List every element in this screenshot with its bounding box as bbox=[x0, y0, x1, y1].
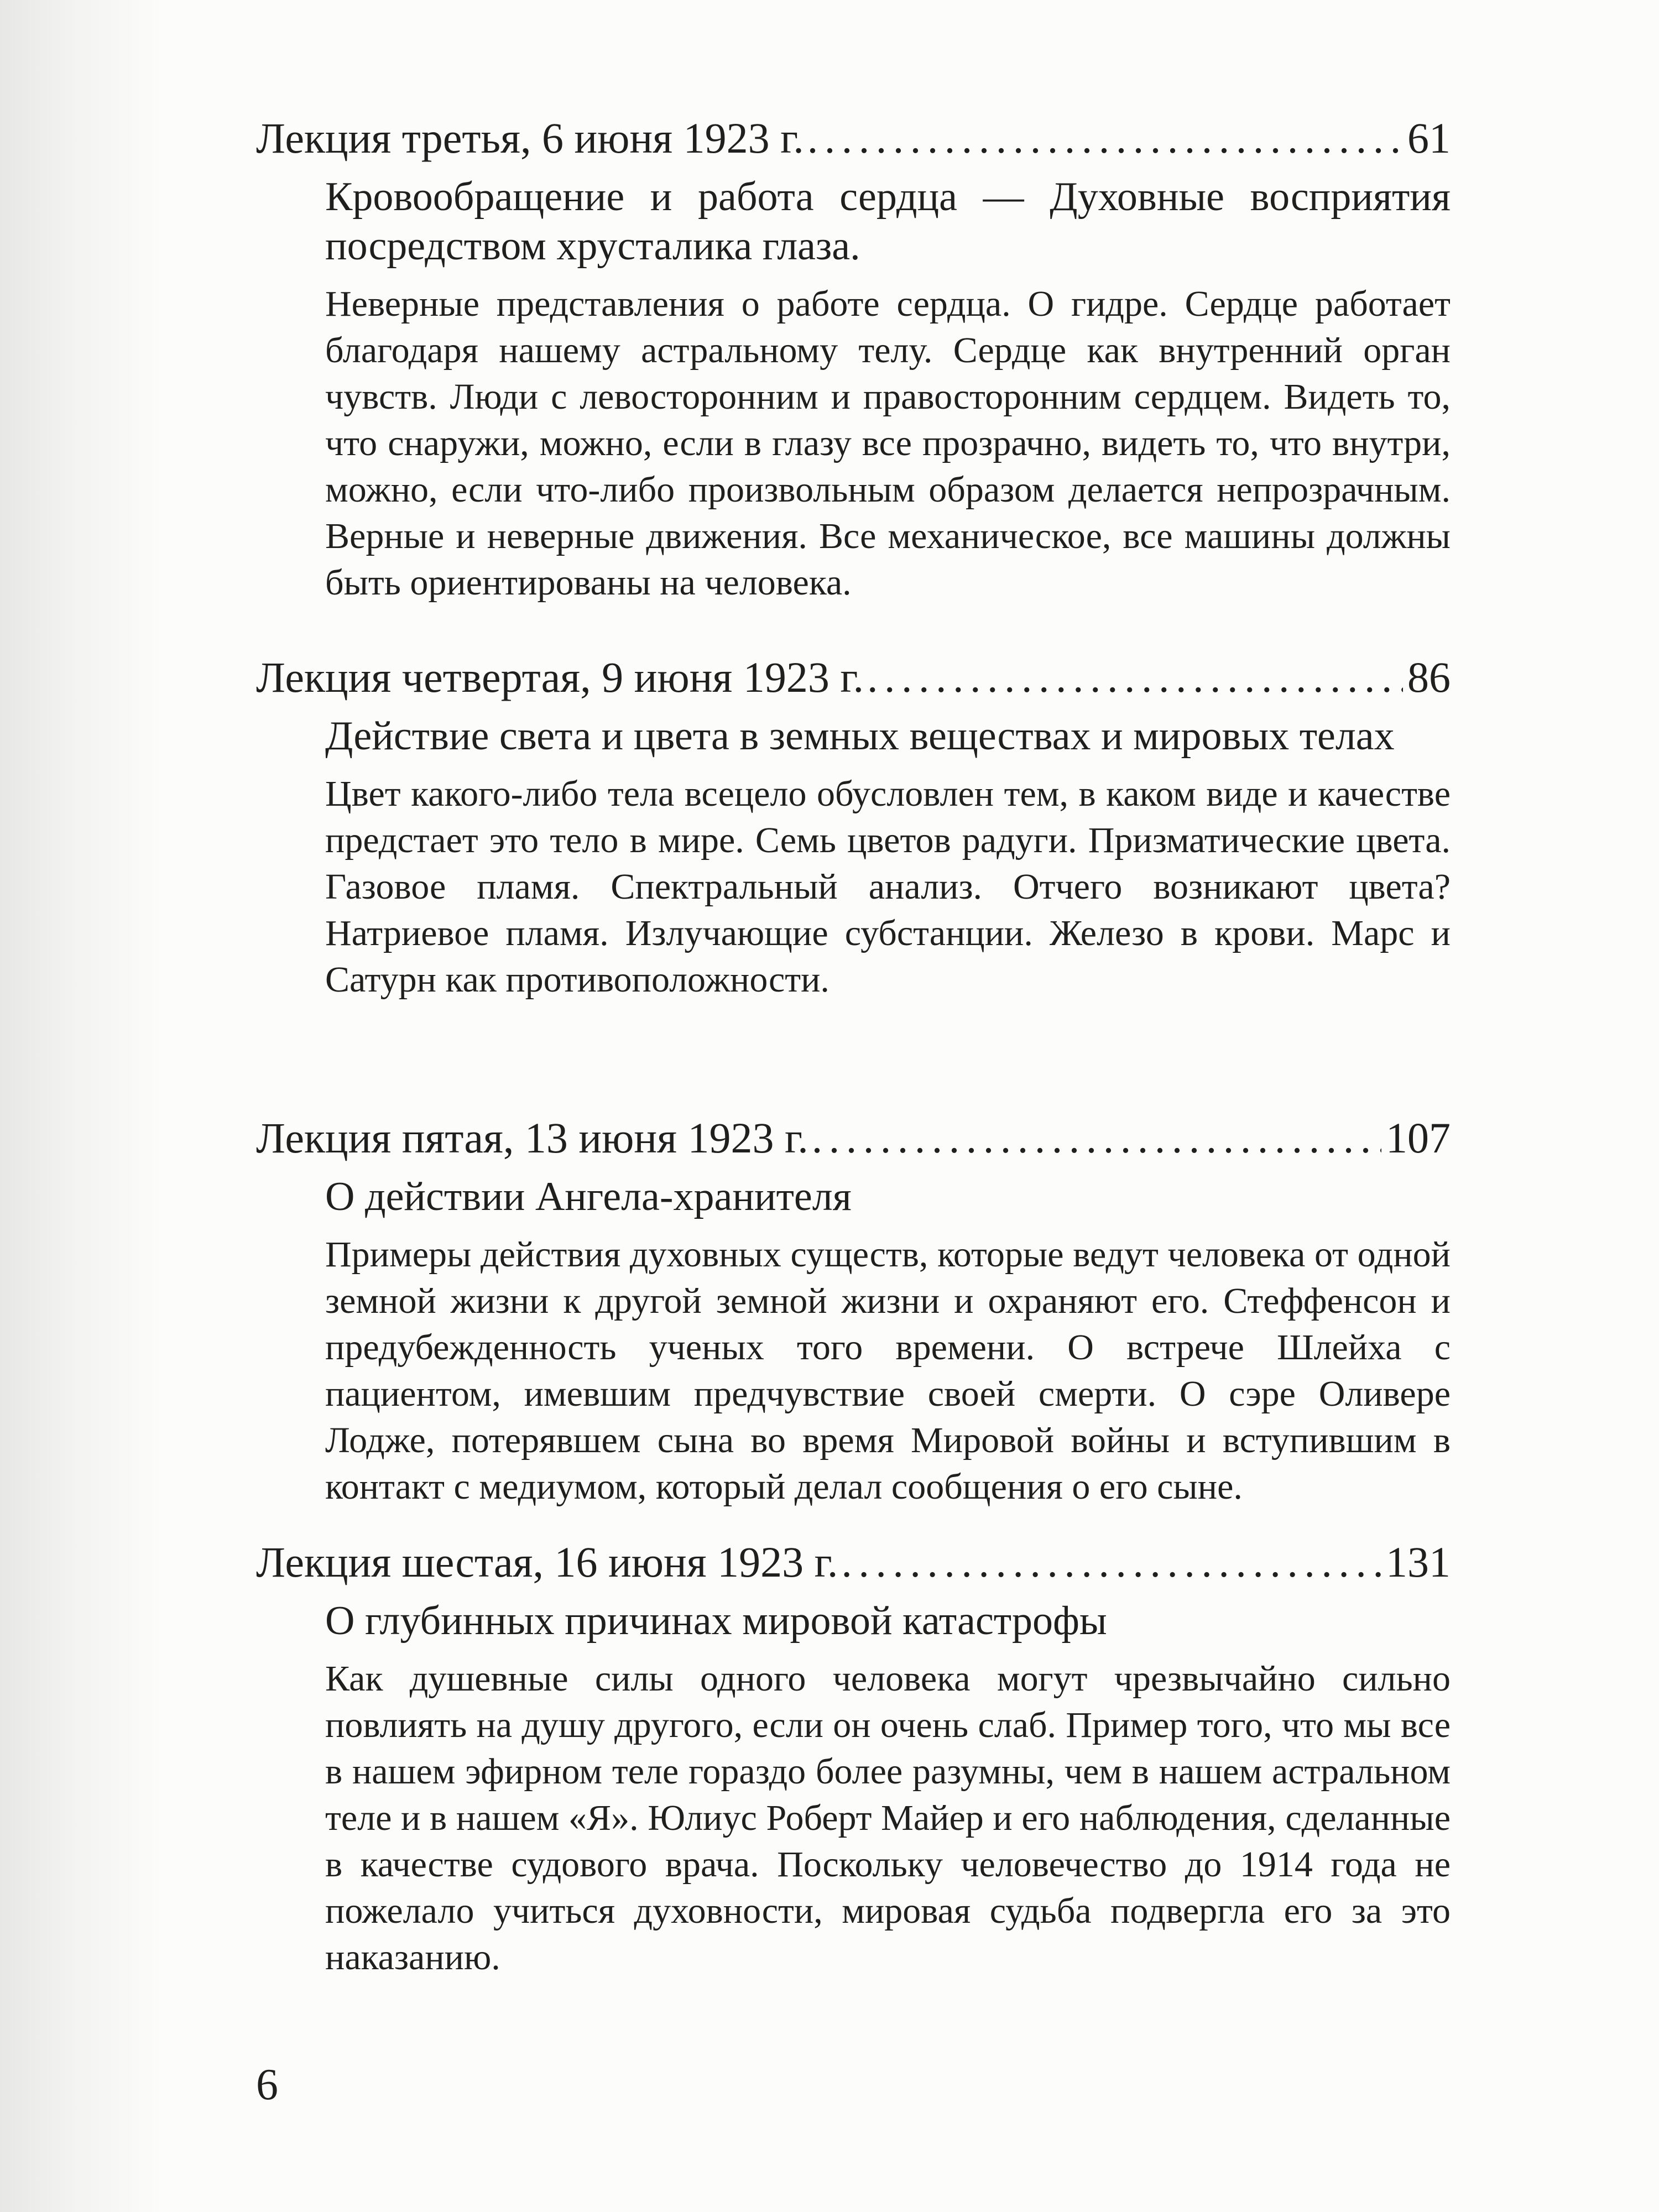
lecture-title: Лекция пятая, 13 июня 1923 г. bbox=[256, 1114, 808, 1162]
toc-entry-lecture-6 bbox=[256, 1535, 1451, 1981]
dot-leader bbox=[867, 650, 1403, 705]
toc-entry-lecture-3 bbox=[256, 111, 1451, 606]
toc-entry-lecture-4 bbox=[256, 650, 1451, 1003]
lecture-subtitle: О действии Ангела-хранителя bbox=[325, 1174, 852, 1219]
lecture-summary: Неверные представления о работе сердца. О гидре. Сердце работает благодаря нашему астральному телу. Сердце как внутренний орган чувств. Люди с левосторонним и правосторонним сердцем. Видеть то, что снаружи, можно, если в глазу все прозрачно, видеть то, что внутри, можно, если что-либо произвольным образом делается непрозрачным. Верные и неверные движения. Все механическое, все машины должны быть ориентированы на человека. bbox=[325, 284, 1451, 603]
toc-entry-heading bbox=[256, 1535, 1451, 1590]
page-number: 6 bbox=[256, 2060, 278, 2109]
lecture-subtitle: О глубинных причинах мировой катастрофы bbox=[325, 1598, 1107, 1644]
toc-entry-heading bbox=[256, 1110, 1451, 1166]
lecture-page-number: 107 bbox=[1386, 1114, 1451, 1162]
lecture-title: Лекция третья, 6 июня 1923 г. bbox=[256, 114, 804, 162]
dot-leader bbox=[807, 111, 1403, 166]
lecture-page-number: 86 bbox=[1407, 653, 1451, 701]
lecture-page-number: 131 bbox=[1386, 1538, 1451, 1586]
page-gutter-shadow bbox=[0, 0, 166, 2212]
lecture-subtitle: Кровообращение и работа сердца — Духовные восприятия посредством хрусталика глаза. bbox=[325, 174, 1451, 269]
lecture-title: Лекция четвертая, 9 июня 1923 г. bbox=[256, 653, 864, 701]
toc-entry-heading bbox=[256, 650, 1451, 705]
lecture-page-number: 61 bbox=[1407, 114, 1451, 162]
toc-entry-heading bbox=[256, 111, 1451, 166]
lecture-summary: Как душевные силы одного человека могут чрезвычайно сильно повлиять на душу другого, если он очень слаб. Пример того, что мы все в нашем эфирном теле гораздо более разумны, чем в нашем астральном теле и в нашем «Я». Юлиус Роберт Майер и его наблюдения, сделанные в качестве судового врача. Поскольку человечество до 1914 года не пожелало учиться духовности, мировая судьба подвергла его за это наказанию. bbox=[325, 1658, 1451, 1978]
toc-entry-lecture-5 bbox=[256, 1110, 1451, 1510]
dot-leader bbox=[812, 1110, 1381, 1166]
lecture-summary: Примеры действия духовных существ, которые ведут человека от одной земной жизни к другой земной жизни и охраняют его. Стеффенсон и предубежденность ученых того времени. О встрече Шлейха с пациентом, имевшим предчувствие своей смерти. О сэре Оливере Лодже, потерявшем сына во время Мировой войны и вступившим в контакт с медиумом, который делал сообщения о его сыне. bbox=[325, 1234, 1451, 1507]
dot-leader bbox=[841, 1535, 1381, 1590]
lecture-summary: Цвет какого-либо тела всецело обусловлен тем, в каком виде и качестве предстает это тело в мире. Семь цветов радуги. Призматические цвета. Газовое пламя. Спектральный анализ. Отчего возникают цвета? Натриевое пламя. Излучающие субстанции. Железо в крови. Марс и Сатурн как противоположности. bbox=[325, 774, 1451, 1000]
lecture-subtitle: Действие света и цвета в земных веществах и мировых телах bbox=[325, 713, 1395, 759]
lecture-title: Лекция шестая, 16 июня 1923 г. bbox=[256, 1538, 838, 1586]
